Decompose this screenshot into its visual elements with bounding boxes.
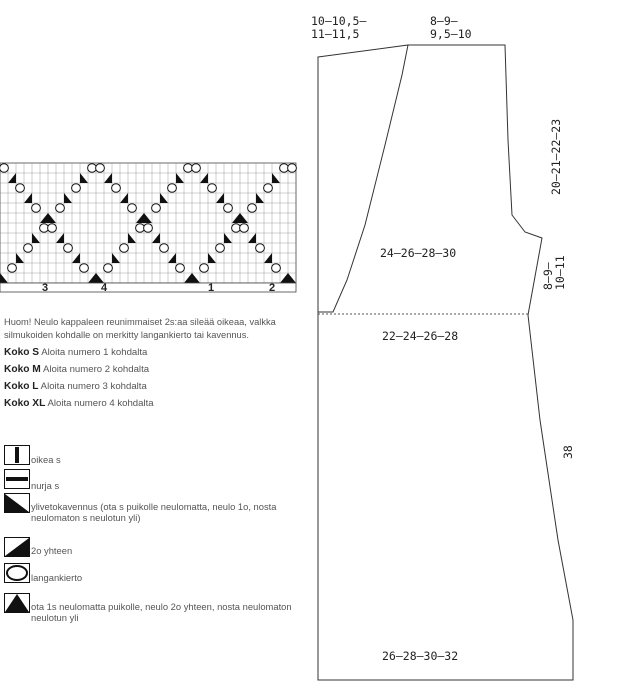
yarn-over-symbol (128, 204, 137, 212)
yarn-over-symbol (16, 184, 25, 192)
yarn-over-symbol (248, 204, 257, 212)
yarn-over-symbol (176, 264, 185, 272)
top-right-width-line1: 8–9– (430, 14, 458, 28)
yarn-over-symbol (104, 264, 113, 272)
size-label: Koko L (4, 381, 39, 393)
yarn-over-symbol (40, 224, 49, 232)
legend-item-k2tog (4, 537, 72, 557)
yarn-over-symbol (168, 184, 177, 192)
yarn-over-symbol (88, 164, 97, 172)
armhole-height-label: 20–21–22–23 (549, 118, 563, 195)
size-label: Koko S (4, 347, 40, 359)
yarn-over-symbol (72, 184, 81, 192)
legend-item-knit (4, 445, 61, 465)
legend-text: 2o yhteen (31, 545, 73, 556)
size-m-row (4, 361, 300, 378)
yarn-over-symbol (144, 224, 153, 232)
yarn-over-symbol (80, 264, 89, 272)
triangle-left-icon (4, 493, 30, 513)
size-xl-row (4, 395, 300, 412)
size-instruction: Aloita numero 4 kohdalta (47, 398, 154, 410)
legend-text: langankierto (31, 572, 83, 583)
top-left-width-line1: 10–10,5– (311, 14, 367, 28)
yarn-over-symbol (120, 244, 129, 252)
body-length-label: 38 (561, 445, 575, 459)
shoulder-side-height-line2: 10–11 (553, 255, 567, 290)
upper-left-panel-outline (318, 45, 408, 312)
yarn-over-symbol (232, 224, 241, 232)
column-label-4: 4 (101, 282, 108, 294)
yarn-over-symbol (216, 244, 225, 252)
yarn-over-symbol (200, 264, 209, 272)
yarn-over-symbol (56, 204, 65, 212)
size-label: Koko M (4, 364, 41, 376)
column-label-3: 3 (42, 282, 49, 294)
yarn-over-symbol (8, 264, 17, 272)
yarn-over-symbol (64, 244, 73, 252)
yarn-over-symbol (240, 224, 249, 232)
size-instruction: Aloita numero 3 kohdalta (40, 381, 147, 393)
legend-text: nurja s (31, 480, 60, 491)
bust-width-label: 24–26–28–30 (380, 246, 457, 260)
yarn-over-symbol (152, 204, 161, 212)
lace-pattern-chart (0, 163, 296, 294)
size-s-row (4, 344, 300, 361)
yarn-over-symbol (0, 164, 8, 172)
yarn-over-symbol (288, 164, 297, 172)
garment-schematic (311, 14, 575, 680)
pattern-notes (4, 316, 300, 412)
horizontal-bar-icon (4, 469, 30, 489)
yarn-over-symbol (112, 184, 121, 192)
yarn-over-symbol (32, 204, 41, 212)
waist-width-label: 22–24–26–28 (382, 329, 459, 343)
yarn-over-symbol (184, 164, 193, 172)
yarn-over-symbol (256, 244, 265, 252)
legend-text: oikea s (31, 454, 61, 465)
size-label: Koko XL (4, 398, 46, 410)
column-label-1: 1 (208, 282, 215, 294)
yarn-over-symbol (208, 184, 217, 192)
yarn-over-symbol (280, 164, 289, 172)
triangle-right-icon (4, 537, 30, 557)
yarn-over-symbol (24, 244, 33, 252)
yarn-over-symbol (272, 264, 281, 272)
legend-item-purl (4, 469, 59, 491)
size-instruction: Aloita numero 1 kohdalta (41, 347, 148, 359)
yarn-over-symbol (136, 224, 145, 232)
yarn-over-symbol (48, 224, 57, 232)
size-l-row (4, 378, 300, 395)
legend-item-skp (4, 493, 293, 523)
intro-note: Huom! Neulo kappaleen reunimmaiset 2s:aa sileää oikeaa, valkka silmukoiden kohdalle on merkitty langankierto tai kavennus. (4, 317, 276, 340)
legend-text: ota 1s neulomatta puikolle, neulo 2o yhteen, nosta neulomaton neulotun yli (31, 601, 292, 623)
legend-item-yarn-over (4, 563, 82, 583)
yarn-over-symbol (160, 244, 169, 252)
top-left-width-line2: 11–11,5 (311, 27, 360, 41)
body-outline (318, 45, 573, 680)
triangle-up-icon (4, 593, 30, 613)
hem-width-label: 26–28–30–32 (382, 649, 459, 663)
oval-icon (4, 563, 30, 583)
size-instruction: Aloita numero 2 kohdalta (42, 364, 150, 376)
shoulder-side-height-line1: 8–9– (541, 262, 555, 290)
yarn-over-symbol (264, 184, 273, 192)
column-label-2: 2 (269, 282, 276, 294)
yarn-over-symbol (224, 204, 233, 212)
vertical-bar-icon (4, 445, 30, 465)
yarn-over-symbol (96, 164, 105, 172)
legend-text: ylivetokavennus (ota s puikolle neulomatta, neulo 1o, nosta neulomaton s neulotun yli) (31, 501, 277, 523)
top-right-width-line2: 9,5–10 (430, 27, 472, 41)
yarn-over-symbol (192, 164, 201, 172)
legend-item-sk2p (4, 593, 293, 623)
